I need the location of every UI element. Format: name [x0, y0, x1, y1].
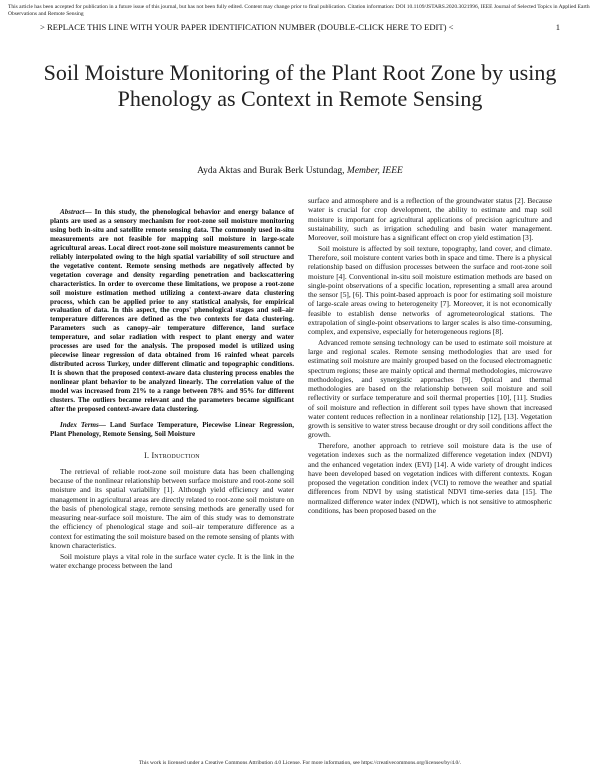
body-paragraph: Therefore, another approach to retrieve soil moisture data is the use of vegetation indexes such as the normalized difference vegetation index (NDVI) and the enhanced vegetation index (EVI) [14]. A wide variety of drought indices have been developed based on vegetation indices with different contexts. Kogan proposed the vegetation condition index (VCI) to remove the weather and spatial differences from NDVI by using statistical NDVI time-series data [15]. The normalized difference water index (NDWI), which is not sensitive to atmospheric conditions, has been proposed based on the — [308, 441, 552, 515]
right-column — [308, 196, 552, 517]
author-line — [40, 165, 560, 177]
abstract-text: — In this study, the phenological behavior and energy balance of plants are used as a sensory mechanism for root-zone soil moisture monitoring using both in-situ and satellite remote sensing data. The commonly used in-situ measurements are not feasible for mapping soil moisture in large-scale agricultural areas. Local direct root-zone soil moisture measurements cannot be reliably interpolated owing to the high spatial variability of soil structure and the vegetative content. Remote sensing methods are negatively affected by vegetation coverage and density regarding penetration and backscattering characteristics. In order to overcome these limitations, we propose a root-zone soil moisture estimation method utilizing a context-aware data clustering process, which can be applied prior to any statistical analysis, for empirical evaluation of data. In this aspect, the crops' phenological stages and soil–air temperature differences are defined as the two contexts for data clustering. Parameters such as canopy–air temperature difference, land surface temperature, and solar radiation with respect to plant energy and water processes are used for the analysis. The proposed model is utilized using piecewise linear regression of data obtained from 16 rainfed wheat parcels distributed across Turkey, under different climatic and topographic conditions. It is shown that the proposed context-aware data clustering process enables the nonlinear plant behavior to be analyzed linearly. The correlation value of the model was increased from 21% to a range between 78% and 95% for different clusters. The outliers became relevant and the parameters became significant after the proposed context-aware data clustering. — [50, 208, 294, 413]
left-column — [50, 208, 294, 572]
page-number: 1 — [555, 22, 560, 32]
body-paragraph: The retrieval of reliable root-zone soil moisture data has been challenging because of the nonlinear relationship between surface moisture and root-zone soil moisture and its spatial variability [1]. Although yield efficiency and water management in agricultural areas are directly related to root-zone soil moisture on the basis of phenological stage, remote sensing methods are generally used for measuring near-surface soil moisture. The aim of this study was to demonstrate the efficiency of phenological stage and soil–air temperature difference as a context for estimating the soil moisture based on the remote sensing of plants with known characteristics. — [50, 466, 294, 550]
running-header — [40, 22, 560, 32]
abstract-lead: Abstract — [60, 208, 85, 216]
index-terms — [50, 421, 294, 439]
paper-title: Soil Moisture Monitoring of the Plant Root Zone by using Phenology as Context in Remote Sensing — [43, 60, 557, 111]
index-terms-text: — Land Surface Temperature, Piecewise Linear Regression, Plant Phenology, Remote Sensing, Soil Moisture — [50, 420, 295, 438]
body-paragraph: surface and atmosphere and is a reflection of the groundwater status [2]. Because water is crucial for crop development, the ability to estimate and map soil moisture is important for agricultural applications of precision agriculture and sustainability, such as irrigation scheduling and basin water management. Moreover, soil moisture has a significant effect on crop yield estimation [3]. — [308, 196, 552, 242]
author-role: Member, IEEE — [346, 166, 403, 176]
section-title: Introduction — [151, 450, 200, 460]
author-names: Ayda Aktas and Burak Berk Ustundag, — [197, 166, 345, 176]
license-footer: This work is licensed under a Creative Commons Attribution 4.0 License. For more information, see https://creativecommons.org/licenses/by/4.0/. — [138, 760, 462, 766]
publication-notice: This article has been accepted for publication in a future issue of this journal, but has not been fully edited. Content may change prior to final publication. Citation information: DOI 10.1109/JSTARS.2020.3021996, IEEE Journal of Selected Topics in Applied Earth Observations and Remote Sensing — [8, 4, 590, 17]
body-paragraph: Soil moisture is affected by soil texture, topography, land cover, and climate. Therefore, soil moisture content varies both in space and time. There is a physical relationship based on diffusion processes between the surface and root-zone soil moisture [4]. Conventional in-situ soil moisture estimation methods are based on single-point observations of a specific location, representing a small area around the sensor [5], [6]. This point-based approach is poor for estimating soil moisture of large-scale areas owing to heterogeneity [7]. Moreover, it is not economically feasible to establish dense networks of agrometeorological stations. The extrapolation of single-point observations to larger scales is also time-consuming, complex, and expensive, especially for heterogeneous regions [8]. — [308, 243, 552, 336]
header-text[interactable]: > REPLACE THIS LINE WITH YOUR PAPER IDENTIFICATION NUMBER (DOUBLE-CLICK HERE TO EDIT) < — [40, 22, 454, 32]
body-paragraph: Soil moisture plays a vital role in the surface water cycle. It is the link in the water exchange process between the land — [50, 551, 294, 570]
section-heading-introduction — [50, 451, 294, 461]
section-number: I. — [144, 450, 150, 460]
body-paragraph: Advanced remote sensing technology can be used to estimate soil moisture at large and regional scales. Remote sensing methodologies that are used for estimating soil moisture are mainly grouped based on the focused electromagnetic spectrum regions; these are mainly optical and thermal methodologies, microwave methodologies, and synergistic approaches [9]. Optical and thermal methodologies are based on the relationship between soil moisture and soil reflectivity or surface temperature and soil thermal properties [10], [11]. Studies of soil moisture and reflection in different soil types have shown that increased water content reduces reflection in a nonlinear relationship [12], [13]. Vegetation growth is sensitive to water stress because drought or dry soil conditions affect the growth. — [308, 337, 552, 440]
abstract — [50, 208, 294, 414]
index-terms-lead: Index Terms — [60, 420, 99, 429]
